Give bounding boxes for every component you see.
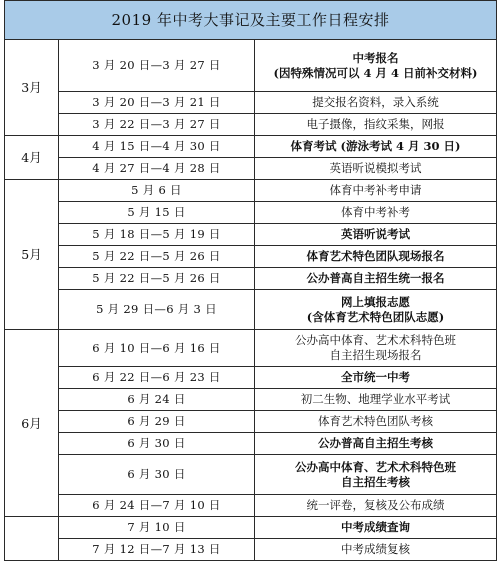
- event-text: 中考成绩查询: [341, 520, 410, 534]
- event-cell: [255, 290, 497, 330]
- event-text: 体育艺术特色团队考核: [318, 414, 433, 428]
- event-text: 提交报名资料，录入系统: [312, 95, 439, 109]
- schedule-row: [5, 433, 497, 455]
- date-cell: 6 月 24 日: [59, 389, 255, 411]
- event-text: 公办普高自主招生统一报名: [306, 271, 445, 285]
- event-cell: [255, 92, 497, 114]
- event-cell: [255, 411, 497, 433]
- schedule-table: [4, 0, 497, 561]
- schedule-row: [5, 136, 497, 158]
- event-cell: [255, 246, 497, 268]
- event-cell: [255, 330, 497, 367]
- event-text: 全市统一中考: [341, 370, 410, 384]
- date-cell: 3 月 20 日—3 月 21 日: [59, 92, 255, 114]
- table-title: 2019 年中考大事记及主要工作日程安排: [5, 1, 497, 40]
- date-cell: 7 月 10 日: [59, 517, 255, 539]
- event-text: 中考报名: [352, 50, 399, 65]
- schedule-row: [5, 411, 497, 433]
- event-cell: [255, 224, 497, 246]
- schedule-row: [5, 158, 497, 180]
- date-cell: 3 月 20 日—3 月 27 日: [59, 40, 255, 92]
- date-cell: 6 月 22 日—6 月 23 日: [59, 367, 255, 389]
- event-cell: [255, 367, 497, 389]
- event-subtext: 自主招生现场报名: [329, 348, 422, 362]
- date-cell: 5 月 22 日—5 月 26 日: [59, 246, 255, 268]
- event-cell: [255, 180, 497, 202]
- event-cell: [255, 40, 497, 92]
- schedule-row: [5, 180, 497, 202]
- schedule-row: [5, 389, 497, 411]
- event-text: 公办高中体育、艺术术科特色班: [295, 459, 456, 474]
- schedule-row: [5, 330, 497, 367]
- month-cell: [5, 517, 59, 561]
- event-text: 体育考试 (游泳考试 4 月 30 日): [290, 139, 461, 153]
- date-cell: 6 月 10 日—6 月 16 日: [59, 330, 255, 367]
- event-text: 英语听说考试: [341, 227, 410, 241]
- event-subtext: (含体育艺术特色团队志愿): [306, 309, 445, 324]
- event-cell: [255, 539, 497, 561]
- date-cell: 6 月 30 日: [59, 455, 255, 495]
- schedule-row: [5, 495, 497, 517]
- event-cell: [255, 268, 497, 290]
- schedule-row: [5, 40, 497, 92]
- event-cell: [255, 389, 497, 411]
- schedule-row: [5, 367, 497, 389]
- event-cell: [255, 517, 497, 539]
- schedule-row: [5, 224, 497, 246]
- event-text: 初二生物、地理学业水平考试: [300, 392, 451, 406]
- schedule-row: [5, 202, 497, 224]
- event-cell: [255, 114, 497, 136]
- schedule-row: [5, 290, 497, 330]
- schedule-row: [5, 517, 497, 539]
- month-cell: 5月: [5, 180, 59, 330]
- date-cell: 3 月 22 日—3 月 27 日: [59, 114, 255, 136]
- event-text: 公办高中体育、艺术术科特色班: [295, 333, 456, 347]
- event-cell: [255, 158, 497, 180]
- date-cell: 4 月 27 日—4 月 28 日: [59, 158, 255, 180]
- event-cell: [255, 136, 497, 158]
- event-subtext: (因特殊情况可以 4 月 4 日前补交材料): [273, 65, 478, 80]
- event-cell: [255, 495, 497, 517]
- date-cell: 6 月 29 日: [59, 411, 255, 433]
- event-text: 英语听说模拟考试: [329, 161, 422, 175]
- title-row: [5, 1, 497, 40]
- event-text: 体育中考补考: [341, 205, 410, 219]
- date-cell: 6 月 24 日—7 月 10 日: [59, 495, 255, 517]
- date-cell: 5 月 6 日: [59, 180, 255, 202]
- event-text: 体育艺术特色团队现场报名: [306, 249, 445, 263]
- schedule-row: [5, 268, 497, 290]
- event-text: 网上填报志愿: [341, 294, 410, 309]
- event-text: 统一评卷，复核及公布成绩: [306, 498, 445, 512]
- schedule-row: [5, 539, 497, 561]
- event-text: 电子摄像，指纹采集，网报: [306, 117, 445, 131]
- date-cell: 5 月 18 日—5 月 19 日: [59, 224, 255, 246]
- schedule-row: [5, 455, 497, 495]
- month-cell: 3月: [5, 40, 59, 136]
- event-text: 公办普高自主招生考核: [318, 436, 433, 450]
- month-cell: 6月: [5, 330, 59, 517]
- schedule-row: [5, 114, 497, 136]
- date-cell: 5 月 22 日—5 月 26 日: [59, 268, 255, 290]
- date-cell: 7 月 12 日—7 月 13 日: [59, 539, 255, 561]
- schedule-row: [5, 92, 497, 114]
- date-cell: 4 月 15 日—4 月 30 日: [59, 136, 255, 158]
- event-subtext: 自主招生考核: [341, 474, 410, 489]
- event-text: 中考成绩复核: [341, 542, 410, 556]
- event-text: 体育中考补考申请: [329, 183, 422, 197]
- date-cell: 5 月 15 日: [59, 202, 255, 224]
- date-cell: 5 月 29 日—6 月 3 日: [59, 290, 255, 330]
- event-cell: [255, 433, 497, 455]
- event-cell: [255, 455, 497, 495]
- date-cell: 6 月 30 日: [59, 433, 255, 455]
- event-cell: [255, 202, 497, 224]
- schedule-row: [5, 246, 497, 268]
- month-cell: 4月: [5, 136, 59, 180]
